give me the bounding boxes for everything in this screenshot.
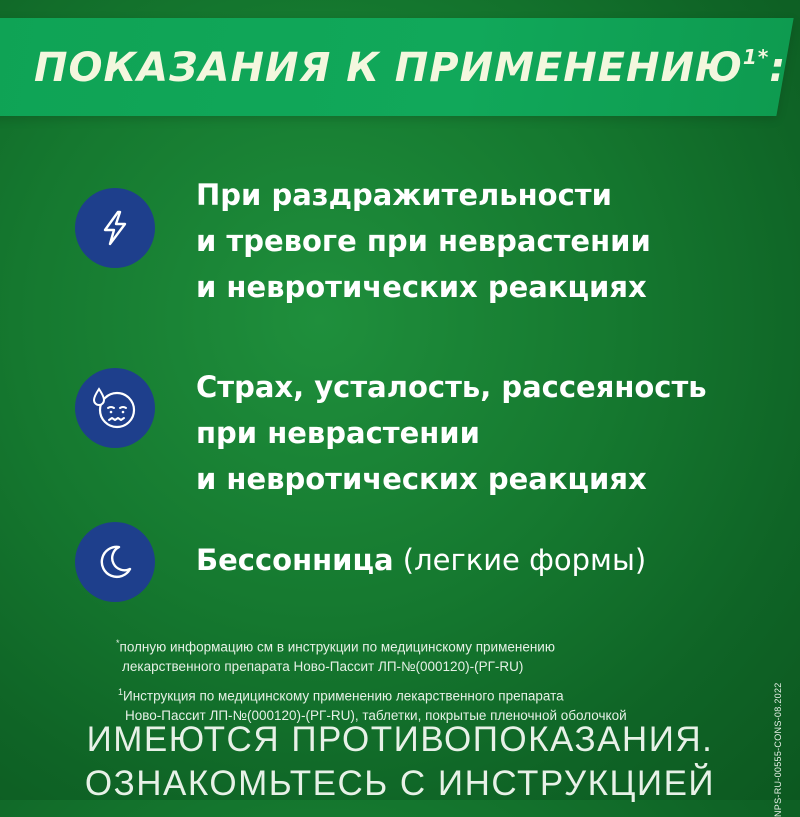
indication-line: и невротических реакциях bbox=[196, 462, 647, 496]
footnote-line: Инструкция по медицинскому применению лекарственного препарата bbox=[123, 688, 564, 704]
lightning-icon bbox=[75, 188, 155, 268]
document-code: NPS-RU-00555-CONS-08.2022 bbox=[773, 682, 783, 817]
indication-text bbox=[196, 172, 766, 310]
anxious-face-icon bbox=[75, 368, 155, 448]
indication-line: и невротических реакциях bbox=[196, 270, 647, 304]
page-title bbox=[34, 38, 787, 98]
title-colon: : bbox=[769, 45, 787, 91]
warning-line: ОЗНАКОМЬТЕСЬ С ИНСТРУКЦИЕЙ bbox=[84, 764, 716, 803]
warning-line: ИМЕЮТСЯ ПРОТИВОПОКАЗАНИЯ. bbox=[86, 720, 714, 759]
indication-bold: Бессонница bbox=[196, 543, 394, 577]
title-superscript: 1* bbox=[742, 45, 770, 69]
indication-normal: (легкие формы) bbox=[393, 543, 647, 577]
indication-text bbox=[196, 364, 766, 502]
footnote-asterisk bbox=[116, 634, 555, 676]
footnote-mark: * bbox=[116, 638, 120, 648]
footnote-mark: 1 bbox=[118, 687, 124, 697]
indication-line: при неврастении bbox=[196, 416, 480, 450]
contraindication-warning bbox=[0, 718, 800, 806]
title-text: ПОКАЗАНИЯ К ПРИМЕНЕНИЮ bbox=[34, 45, 743, 91]
footnote-line: лекарственного препарата Ново-Пассит ЛП-№(000120)-(РГ-RU) bbox=[122, 658, 524, 674]
indication-text bbox=[196, 537, 766, 583]
indication-line: Страх, усталость, рассеяность bbox=[196, 370, 707, 404]
moon-icon bbox=[75, 522, 155, 602]
indication-line: При раздражительности bbox=[196, 178, 612, 212]
indication-line: и тревоге при неврастении bbox=[196, 224, 651, 258]
footnote-line: Ново-Пассит ЛП-№(000120)-(РГ-RU), таблетки, покрытые пленочной оболочкой bbox=[125, 707, 627, 723]
footnote-line: полную информацию см в инструкции по медицинскому применению bbox=[119, 639, 555, 655]
